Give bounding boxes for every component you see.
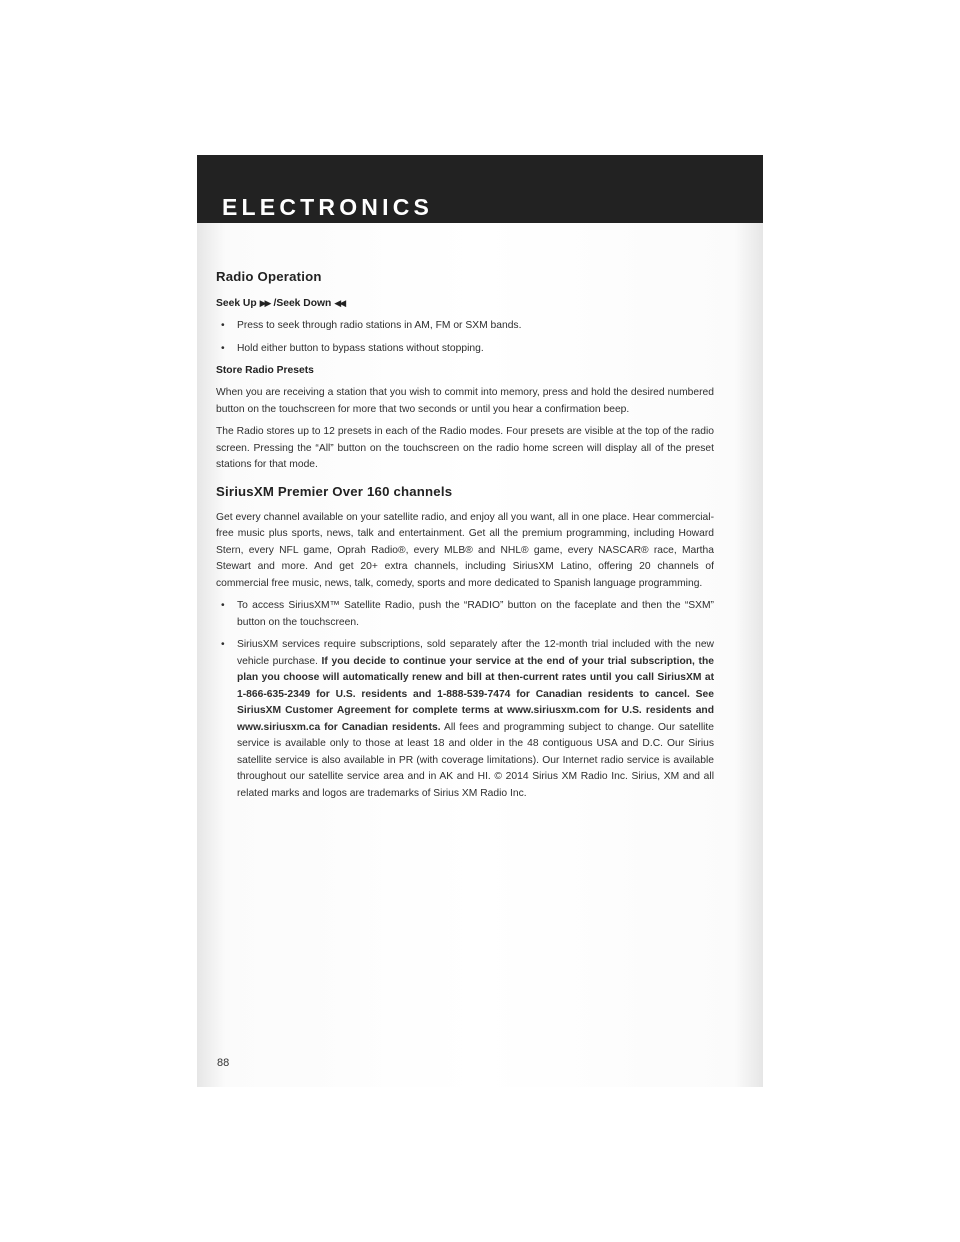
seek-bullet-text: Hold either button to bypass stations without stopping. <box>237 342 484 354</box>
seek-bullet-text: Press to seek through radio stations in AM, FM or SXM bands. <box>237 320 522 331</box>
siriusxm-heading: SiriusXM Premier Over 160 channels <box>216 483 453 499</box>
store-presets-heading: Store Radio Presets <box>216 365 314 376</box>
seek-down-icon: ◀◀ <box>334 298 345 308</box>
bullet-icon: • <box>221 639 225 650</box>
seek-subheading <box>216 295 714 312</box>
seek-up-icon: ▶▶ <box>259 298 270 308</box>
paragraph: The Radio stores up to 12 presets in each of the Radio modes. Four presets are visible at the top of the radio screen. Pressing the “All” button on the touchscreen on the radio home screen will display all of the preset stations for that mode. <box>216 426 714 470</box>
list-item <box>216 341 714 358</box>
list-item <box>216 598 714 631</box>
list-item <box>216 318 714 335</box>
bullet-icon: • <box>221 342 225 354</box>
siriusxm-access-text: To access SiriusXM™ Satellite Radio, push the “RADIO” button on the faceplate and then the “SXM” button on the touchscreen. <box>237 600 714 628</box>
bullet-icon: • <box>221 600 225 611</box>
seek-up-label: Seek Up <box>216 298 257 309</box>
section-title: ELECTRONICS <box>222 194 434 220</box>
page-content <box>216 268 714 808</box>
radio-operation-heading: Radio Operation <box>216 269 322 284</box>
subscription-text: SiriusXM services require subscriptions, sold separately after the 12-month trial included with the new vehicle purchase. <box>237 639 714 667</box>
section-header-bar <box>197 155 763 223</box>
paragraph: Get every channel available on your satellite radio, and enjoy all you want, all in one place. Hear commercial-free music plus sports, news, talk and entertainment. Get all the premium programming, including Howard Stern, every NFL game, Oprah Radio®, every MLB® and NHL® game, every NASCAR® race, Martha Stewart and more. And get 20+ extra channels, including SiriusXM Latino, offering 20 channels of commercial free music, news, talk, comedy, sports and more dedicated to Spanish language programming. <box>216 511 714 589</box>
bullet-icon: • <box>221 320 225 331</box>
paragraph: When you are receiving a station that you wish to commit into memory, press and hold the desired numbered button on the touchscreen for more that two seconds or until you hear a confirmation beep. <box>216 387 714 415</box>
list-item <box>216 637 714 802</box>
manual-page <box>197 155 763 1087</box>
page-number: 88 <box>217 1057 230 1069</box>
subscription-terms-bold: If you decide to continue your service at the end of your trial subscription, the plan you choose will automatically renew and bill at then-current rates until you call SiriusXM at 1-866-635-2349 for U.S. residents and 1-888-539-7474 for Canadian residents to cancel. See SiriusXM Customer Agreement for complete terms at www.siriusxm.com for U.S. residents and www.siriusxm.ca for Canadian residents. <box>237 655 714 733</box>
seek-down-label: /Seek Down <box>273 298 332 309</box>
subscription-fine-print: All fees and programming subject to change. Our satellite service is available only to those at least 18 and older in the 48 contiguous USA and D.C. Our Sirius satellite service is also available in PR (with coverage limitations). Our Internet radio service is available throughout our satellite service area and in AK and HI. © 2014 Sirius XM Radio Inc. Sirius, XM and all related marks and logos are trademarks of Sirius XM Radio Inc. <box>237 721 714 799</box>
